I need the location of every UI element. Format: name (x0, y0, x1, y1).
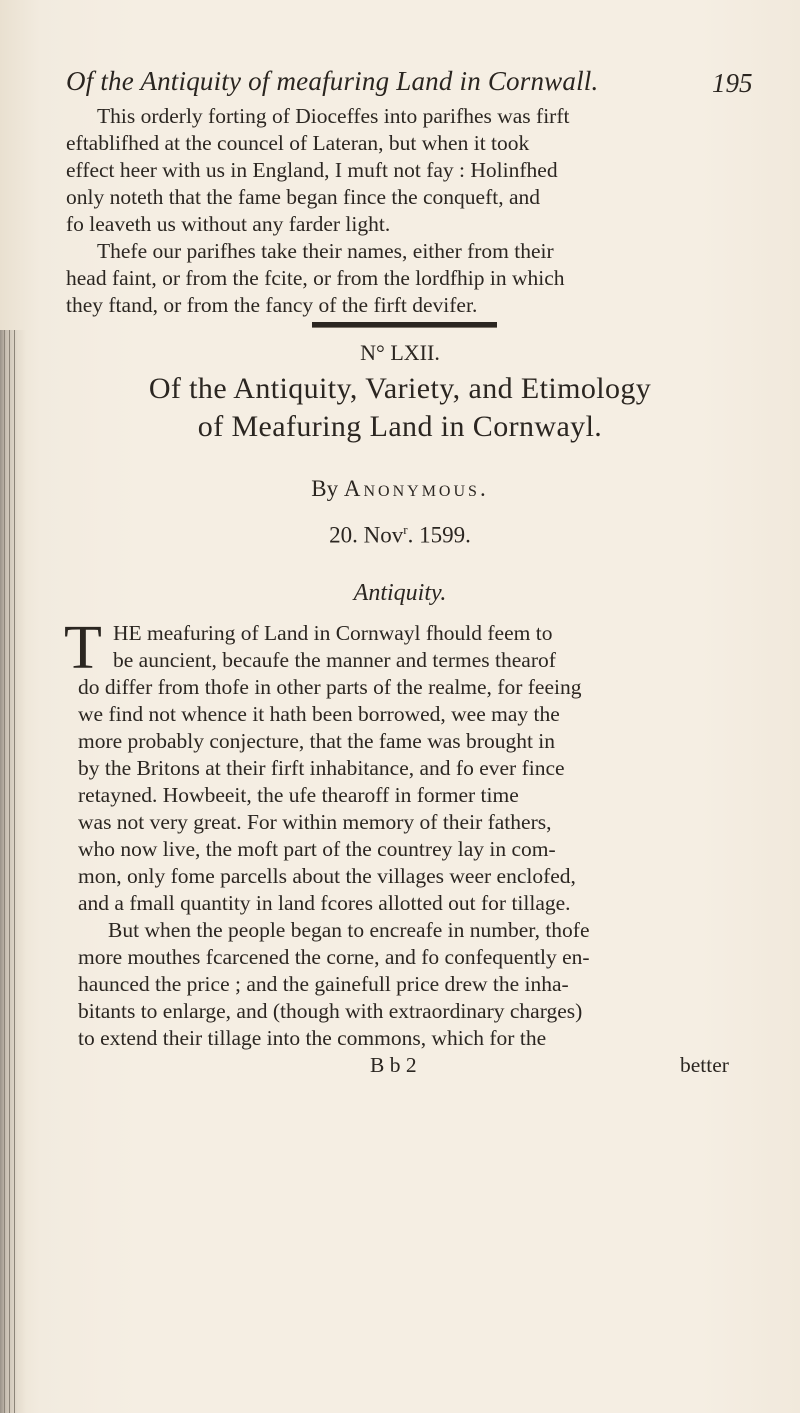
byline (0, 476, 800, 502)
drop-cap: T (64, 614, 102, 682)
dateline (0, 522, 800, 549)
text-line: be auncient, becaufe the manner and termes thearof (113, 648, 556, 672)
byline-prefix: By (311, 476, 339, 501)
text-line: retayned. Howbeeit, the ufe thearoff in former time (78, 783, 519, 807)
text-line: to extend their tillage into the commons, which for the (78, 1026, 547, 1050)
date-main: 20. Nov (329, 522, 404, 548)
text-line: who now live, the moft part of the countrey lay in com- (78, 837, 556, 861)
page-number: 195 (712, 68, 753, 98)
date-year: . 1599. (407, 522, 471, 548)
text-line: mon, only fome parcells about the villages weer enclofed, (78, 864, 576, 888)
text-line: haunced the price ; and the gainefull price drew the inha- (78, 972, 569, 996)
text-line: head faint, or from the fcite, or from the lordfhip in which (66, 266, 565, 290)
text-line: only noteth that the fame began fince the conqueft, and (66, 185, 541, 209)
text-line: more probably conjecture, that the fame was brought in (78, 729, 556, 753)
text-line: we find not whence it hath been borrowed, wee may the (78, 702, 560, 726)
running-head: Of the Antiquity of meafuring Land in Cornwall. (66, 66, 599, 96)
section-divider-rule (312, 322, 497, 328)
text-line: But when the people began to encreafe in number, thofe (108, 918, 590, 942)
catchword: better (680, 1053, 729, 1077)
text-line: HE meafuring of Land in Cornwayl fhould feem to (113, 621, 553, 645)
article-number: N° LXII. (360, 340, 440, 365)
text-line: This orderly forting of Dioceffes into parifhes was firft (97, 104, 570, 128)
section-heading: Antiquity. (353, 580, 447, 606)
article-title-line-2: of Meafuring Land in Cornwayl. (197, 410, 603, 443)
text-line: more mouthes fcarcened the corne, and fo confequently en- (78, 945, 590, 969)
text-line: and a fmall quantity in land fcores allotted out for tillage. (78, 891, 571, 915)
text-line: fo leaveth us without any farder light. (66, 212, 391, 236)
text-line: eftablifhed at the councel of Lateran, but when it took (66, 131, 530, 155)
byline-author: Anonymous. (343, 476, 489, 501)
text-line: do differ from thofe in other parts of the realme, for feeing (78, 675, 582, 699)
text-line: Thefe our parifhes take their names, either from their (97, 239, 554, 263)
signature-mark: B b 2 (370, 1053, 417, 1077)
text-line: they ftand, or from the fancy of the firft devifer. (66, 293, 478, 317)
text-line: by the Britons at their firft inhabitance, and fo ever fince (78, 756, 565, 780)
article-title-line-1: Of the Antiquity, Variety, and Etimology (148, 372, 652, 405)
text-line: effect heer with us in England, I muft not fay : Holinfhed (66, 158, 558, 182)
date-superscript: r (403, 522, 408, 537)
text-line: bitants to enlarge, and (though with extraordinary charges) (78, 999, 583, 1023)
text-line: was not very great. For within memory of their fathers, (78, 810, 552, 834)
